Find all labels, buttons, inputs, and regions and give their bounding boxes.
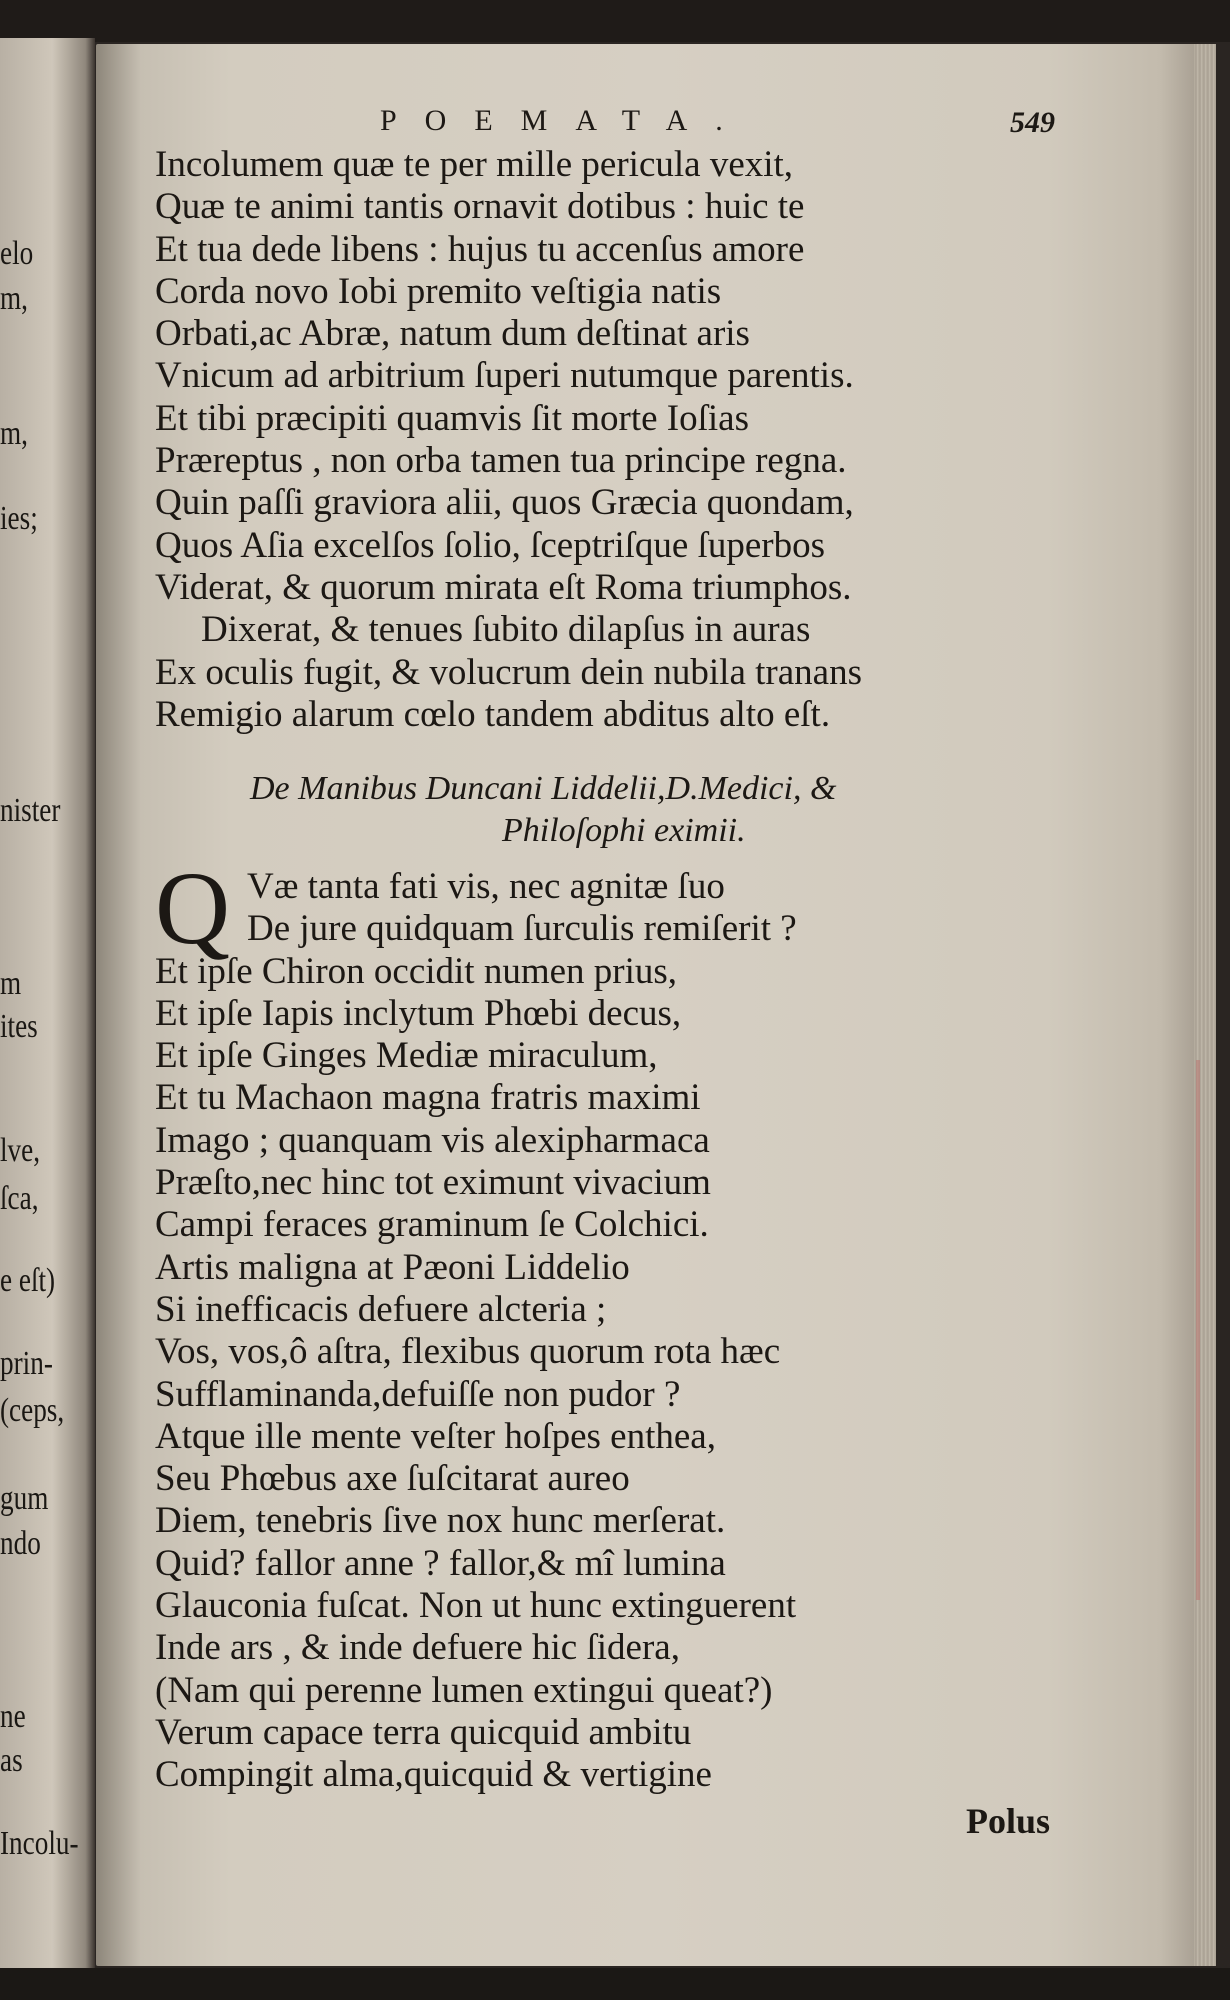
poem-line: Et tu Machaon magna fratris maximi (155, 1077, 701, 1119)
section-title-line-2: Philoſophi eximii. (502, 812, 746, 849)
poem-line: Si inefficacis defuere alcteria ; (155, 1288, 607, 1330)
left-page-fragment: ites (0, 1008, 38, 1045)
book-background-top (0, 0, 1230, 42)
poem-line: Ex oculis fugit, & volucrum dein nubila tranans (155, 651, 862, 693)
poem-line: Væ tanta fati vis, nec agnitæ ſuo (247, 866, 725, 907)
left-page-margin (0, 38, 95, 1968)
poem-line: Quæ te animi tantis ornavit dotibus : huic te (155, 186, 805, 228)
poem-line: Vos, vos,ô aſtra, flexibus quorum rota hæc (155, 1331, 781, 1373)
running-title: POEMATA. (380, 104, 751, 137)
section-title (250, 768, 1010, 852)
poem-line: Glauconia fuſcat. Non ut hunc extinguerent (155, 1585, 797, 1627)
poem-line: Et tua dede libens : hujus tu accenſus amore (155, 228, 805, 270)
left-page-fragment: m (0, 965, 22, 1002)
poem-line: Seu Phœbus axe ſuſcitarat aureo (155, 1458, 630, 1500)
catchword: Polus (966, 1801, 1051, 1841)
left-page-fragment: ndo (0, 1525, 41, 1562)
poem-line: Et ipſe Ginges Mediæ miraculum, (155, 1035, 658, 1077)
left-page-fragment: m, (0, 415, 28, 452)
left-page-fragment: (ceps, (0, 1392, 65, 1429)
left-page-fragment: gum (0, 1480, 49, 1517)
left-page-fragment: lve, (0, 1132, 41, 1169)
poem-line: Sufflaminanda,defuiſſe non pudor ? (155, 1373, 681, 1415)
left-page-fragment: elo (0, 235, 34, 272)
poem-line: Corda novo Iobi premito veſtigia natis (155, 270, 722, 312)
poem-line: Compingit alma,quicquid & vertigine (155, 1754, 712, 1796)
poem-line: Præreptus , non orba tamen tua principe regna. (155, 440, 847, 482)
poem-line: Orbati,ac Abræ, natum dum deſtinat aris (155, 313, 750, 355)
poem-line: Campi feraces graminum ſe Colchici. (155, 1204, 709, 1246)
poem-line: Diem, tenebris ſive nox hunc merſerat. (155, 1500, 726, 1542)
page-number: 549 (1010, 106, 1055, 139)
poem-line: Et ipſe Chiron occidit numen prius, (155, 950, 678, 992)
book-background-bottom (0, 1968, 1230, 2000)
poem-line: Verum capace terra quicquid ambitu (155, 1711, 692, 1753)
left-page-fragment: prin- (0, 1345, 53, 1382)
poem-line: (Nam qui perenne lumen extingui queat?) (155, 1669, 773, 1711)
left-page-fragment: m, (0, 280, 28, 317)
left-page-fragment: Incolu- (0, 1825, 79, 1862)
poem-line: Incolumem quæ te per mille pericula vexit, (155, 144, 794, 185)
section-title-line-1: De Manibus Duncani Liddelii,D.Medici, & (250, 770, 837, 807)
left-page-fragment: as (0, 1742, 23, 1779)
poem-line: Quos Aſia excelſos ſolio, ſceptriſque ſuperbos (155, 524, 825, 566)
poem-line: De jure quidquam ſurculis remiſerit ? (247, 908, 797, 950)
page-header (280, 60, 1140, 139)
left-page-fragment: nister (0, 792, 61, 829)
poem-line: Artis maligna at Pæoni Liddelio (155, 1246, 630, 1288)
page-red-edge (1196, 1060, 1200, 1600)
poem-line: Et ipſe Iapis inclytum Phœbi decus, (155, 992, 682, 1034)
poem-1 (155, 144, 1095, 736)
left-page-fragment: e eſt) (0, 1262, 56, 1299)
poem-line-indented: Dixerat, & tenues ſubito dilapſus in auras (201, 609, 811, 651)
poem-line: Remigio alarum cœlo tandem abditus alto eſt. (155, 693, 831, 735)
poem-line: Atque ille mente veſter hoſpes enthea, (155, 1415, 716, 1457)
poem-2 (155, 851, 1095, 1797)
drop-cap: Q (155, 851, 231, 966)
poem-line: Inde ars , & inde defuere hic ſidera, (155, 1627, 680, 1669)
page-fore-edge (1194, 44, 1216, 1966)
poem-line: Quid? fallor anne ? fallor,& mî lumina (155, 1542, 726, 1584)
poem-line: Quin paſſi graviora alii, quos Græcia quondam, (155, 482, 854, 524)
left-page-fragment: ies; (0, 500, 38, 537)
poem-line: Et tibi præcipiti quamvis ſit morte Ioſias (155, 397, 749, 439)
left-page-fragment: ſca, (0, 1180, 39, 1217)
poem-line: Viderat, & quorum mirata eſt Roma triumphos. (155, 566, 852, 608)
poem-line: Præſto,nec hinc tot eximunt vivacium (155, 1162, 711, 1204)
poem-line: Vnicum ad arbitrium ſuperi nutumque parentis. (155, 355, 854, 397)
poem-line: Imago ; quanquam vis alexipharmaca (155, 1119, 710, 1161)
left-page-fragment: ne (0, 1698, 26, 1735)
